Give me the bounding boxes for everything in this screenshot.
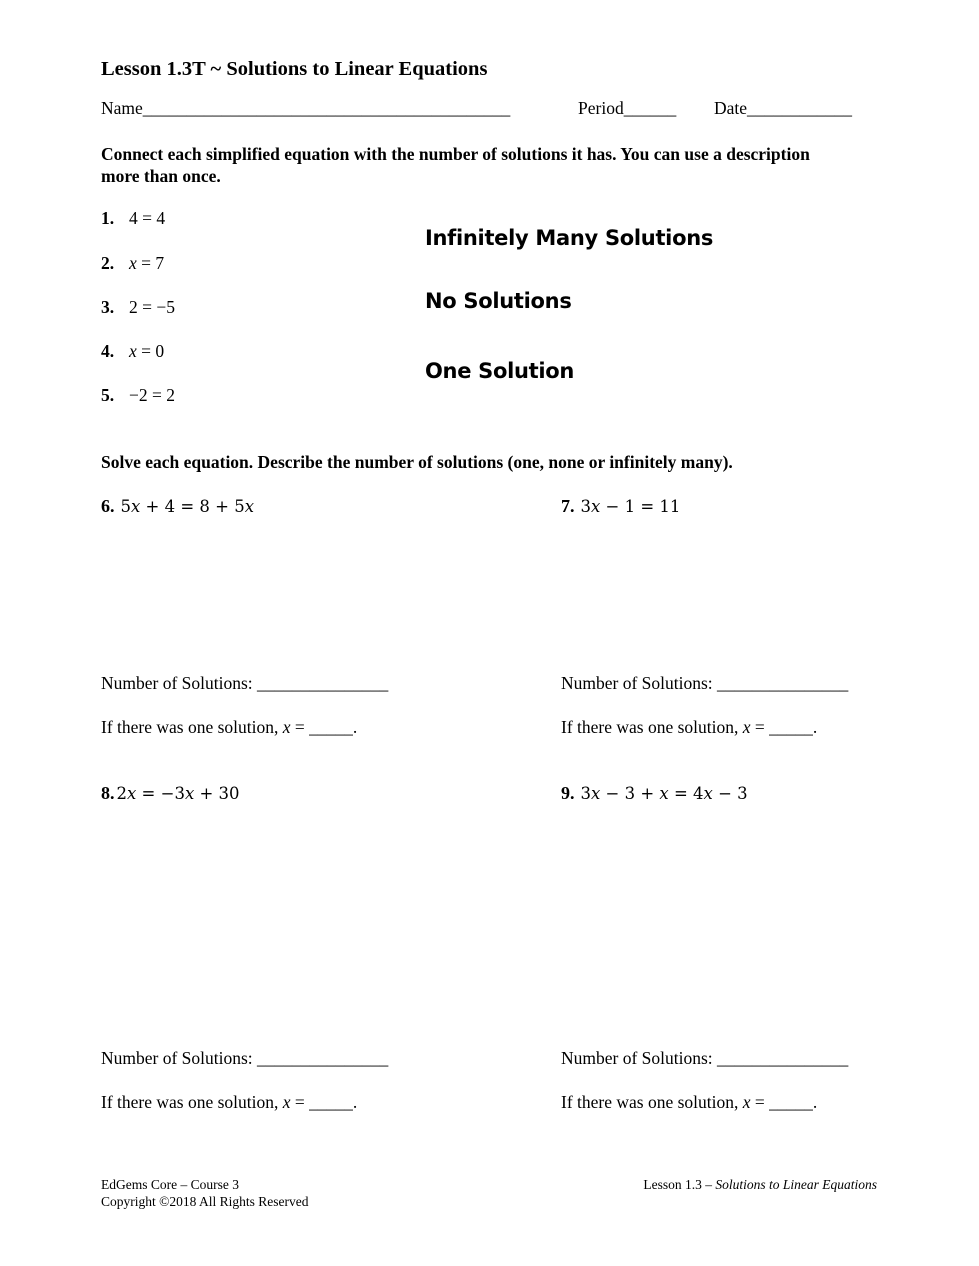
matching-item: 3. 2 = −5: [101, 297, 175, 317]
matching-instructions: Connect each simplified equation with the number of solutions it has. You can use a description more than once.: [101, 144, 810, 186]
period-field[interactable]: Period______: [578, 98, 677, 118]
date-field[interactable]: Date____________: [714, 98, 853, 118]
problem-8: 8. 2𝑥 = −3𝑥 + 30: [101, 783, 240, 803]
name-field[interactable]: Name__________________________________________: [101, 98, 511, 118]
one-solution-answer-9[interactable]: If there was one solution, x = _____.: [561, 1092, 818, 1112]
description-infinitely-many: Infinitely Many Solutions: [425, 226, 714, 250]
matching-item: 2. x = 7: [101, 253, 165, 273]
number-of-solutions-8[interactable]: Number of Solutions: _______________: [101, 1048, 389, 1068]
one-solution-answer-6[interactable]: If there was one solution, x = _____.: [101, 717, 358, 737]
problem-9: 9. 3𝑥 − 3 + 𝑥 = 4𝑥 − 3: [561, 783, 748, 803]
matching-item: 5. −2 = 2: [101, 385, 175, 405]
number-of-solutions-7[interactable]: Number of Solutions: _______________: [561, 673, 849, 693]
page-title: Lesson 1.3T ~ Solutions to Linear Equations: [101, 58, 488, 80]
solve-instructions: Solve each equation. Describe the number of solutions (one, none or infinitely many).: [101, 452, 733, 472]
problem-6: 6. 5𝑥 + 4 = 8 + 5𝑥: [101, 496, 255, 516]
description-one-solution: One Solution: [425, 359, 575, 383]
footer-right: Lesson 1.3 – Solutions to Linear Equations: [643, 1177, 877, 1192]
footer-left: EdGems Core – Course 3 Copyright ©2018 All Rights Reserved: [101, 1177, 309, 1209]
matching-item: 4. x = 0: [101, 341, 165, 361]
description-no-solutions: No Solutions: [425, 289, 572, 313]
one-solution-answer-8[interactable]: If there was one solution, x = _____.: [101, 1092, 358, 1112]
one-solution-answer-7[interactable]: If there was one solution, x = _____.: [561, 717, 818, 737]
problem-7: 7. 3𝑥 − 1 = 11: [561, 496, 681, 516]
number-of-solutions-9[interactable]: Number of Solutions: _______________: [561, 1048, 849, 1068]
matching-item: 1. 4 = 4: [101, 208, 166, 228]
number-of-solutions-6[interactable]: Number of Solutions: _______________: [101, 673, 389, 693]
